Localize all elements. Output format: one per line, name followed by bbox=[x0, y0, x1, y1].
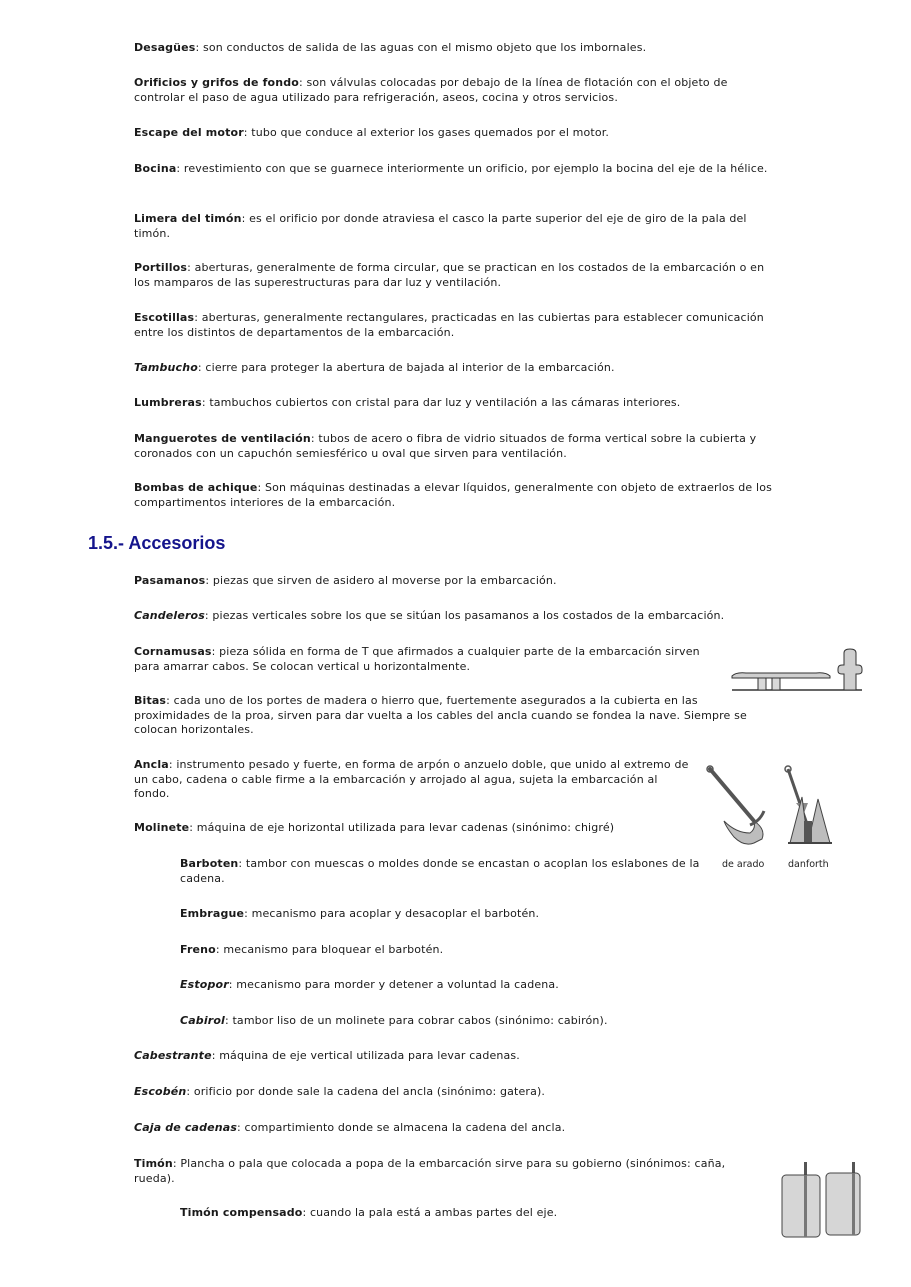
definition: tubo que conduce al exterior los gases quemados por el motor. bbox=[247, 126, 610, 139]
entry-cabirol: Cabirol: tambor liso de un molinete para cobrar cabos (sinónimo: cabirón). bbox=[180, 1014, 608, 1027]
cornamusa-illustration bbox=[728, 646, 864, 692]
term: Bitas bbox=[134, 694, 167, 707]
entry-molinete: Molinete: máquina de eje horizontal utilizada para levar cadenas (sinónimo: chigré) bbox=[134, 821, 615, 834]
entry-freno: Freno: mecanismo para bloquear el barbotén. bbox=[180, 943, 444, 956]
definition: instrumento pesado y fuerte, en forma de arpón o anzuelo doble, que unido al extremo de un cabo, cadena o cable firme a la embarcación y arrojado al agua, sujeta la embarcación al fondo. bbox=[134, 758, 689, 800]
entry-bitas: Bitas: cada uno de los portes de madera o hierro que, fuertemente asegurados a la cubierta en las proximidades de la proa, sirven para dar vuelta a los cables del ancla cuando se fondea la nave. Siempre se colocan horizontales. bbox=[134, 694, 747, 736]
definition: mecanismo para bloquear el barbotén. bbox=[219, 943, 444, 956]
entry-caja-cadenas: Caja de cadenas: compartimiento donde se almacena la cadena del ancla. bbox=[134, 1121, 566, 1134]
entry-ancla: Ancla: instrumento pesado y fuerte, en forma de arpón o anzuelo doble, que unido al extremo de un cabo, cadena o cable firme a la embarcación y arrojado al agua, sujeta la embarcación al fondo. bbox=[134, 758, 689, 800]
entry-portillos: Portillos: aberturas, generalmente de forma circular, que se practican en los costados de la embarcación o en los mamparos de las superestructuras para dar luz y ventilación. bbox=[134, 261, 765, 289]
entry-candeleros: Candeleros: piezas verticales sobre los que se sitúan los pasamanos a los costados de la embarcación. bbox=[134, 609, 725, 622]
definition: tambuchos cubiertos con cristal para dar luz y ventilación a las cámaras interiores. bbox=[205, 396, 681, 409]
caption-de-arado: de arado bbox=[722, 859, 765, 870]
term: Escobén bbox=[134, 1085, 187, 1098]
entry-cabestrante: Cabestrante: máquina de eje vertical utilizada para levar cadenas. bbox=[134, 1049, 520, 1062]
anchor-illustration bbox=[704, 763, 864, 873]
term: Lumbreras bbox=[134, 396, 202, 409]
entry-limera: Limera del timón: es el orificio por donde atraviesa el casco la parte superior del eje de giro de la pala del timón. bbox=[134, 212, 747, 240]
term: Ancla bbox=[134, 758, 169, 771]
term: Caja de cadenas bbox=[134, 1121, 238, 1134]
term: Cornamusas bbox=[134, 645, 212, 658]
term: Desagües bbox=[134, 41, 196, 54]
entry-manguerotes: Manguerotes de ventilación: tubos de acero o fibra de vidrio situados de forma vertical sobre la cubierta y coronados con un capuchón semiesférico u oval que sirven para ventilación. bbox=[134, 432, 757, 460]
term: Manguerotes de ventilación bbox=[134, 432, 311, 445]
entry-pasamanos: Pasamanos: piezas que sirven de asidero al moverse por la embarcación. bbox=[134, 574, 557, 587]
definition: piezas que sirven de asidero al moverse por la embarcación. bbox=[209, 574, 557, 587]
definition: cada uno de los portes de madera o hierro que, fuertemente asegurados a la cubierta en las proximidades de la proa, sirven para dar vuelta a los cables del ancla cuando se fondea la nave. Siempre se colocan horizontales. bbox=[134, 694, 747, 736]
definition: pieza sólida en forma de T que afirmados a cualquier parte de la embarcación sirven para amarrar cabos. Se colocan vertical u horizontalmente. bbox=[134, 645, 700, 673]
term: Tambucho bbox=[134, 361, 198, 374]
definition: compartimiento donde se almacena la cadena del ancla. bbox=[240, 1121, 566, 1134]
term: Pasamanos bbox=[134, 574, 206, 587]
definition: tubos de acero o fibra de vidrio situados de forma vertical sobre la cubierta y coronados con un capuchón semiesférico u oval que sirven para ventilación. bbox=[134, 432, 757, 460]
entry-orificios: Orificios y grifos de fondo: son válvulas colocadas por debajo de la línea de flotación con el objeto de controlar el paso de agua utilizado para refrigeración, aseos, cocina y otros servicios. bbox=[134, 76, 728, 104]
term: Portillos bbox=[134, 261, 188, 274]
section-heading: 1.5.- Accesorios bbox=[88, 533, 226, 553]
term: Barboten bbox=[180, 857, 239, 870]
definition: piezas verticales sobre los que se sitúan los pasamanos a los costados de la embarcación. bbox=[208, 609, 725, 622]
entry-bombas-achique: Bombas de achique: Son máquinas destinadas a elevar líquidos, generalmente con objeto de extraerlos de los compartimentos interiores de la embarcación. bbox=[134, 481, 772, 509]
definition: es el orificio por donde atraviesa el casco la parte superior del eje de giro de la pala del timón. bbox=[134, 212, 747, 240]
term: Cabirol bbox=[180, 1014, 225, 1027]
term: Escape del motor bbox=[134, 126, 244, 139]
entry-estopor: Estopor: mecanismo para morder y detener a voluntad la cadena. bbox=[180, 978, 559, 991]
term: Escotillas bbox=[134, 311, 195, 324]
definition: mecanismo para acoplar y desacoplar el barbotén. bbox=[247, 907, 540, 920]
definition: tambor liso de un molinete para cobrar cabos (sinónimo: cabirón). bbox=[228, 1014, 608, 1027]
entry-cornamusas: Cornamusas: pieza sólida en forma de T que afirmados a cualquier parte de la embarcación sirven para amarrar cabos. Se colocan vertical u horizontalmente. bbox=[134, 645, 700, 673]
term: Orificios y grifos de fondo bbox=[134, 76, 299, 89]
term: Timón bbox=[134, 1157, 173, 1170]
definition: Son máquinas destinadas a elevar líquidos, generalmente con objeto de extraerlos de los compartimentos interiores de la embarcación. bbox=[134, 481, 772, 509]
entry-timon-compensado: Timón compensado: cuando la pala está a ambas partes del eje. bbox=[180, 1206, 558, 1219]
term: Bombas de achique bbox=[134, 481, 258, 494]
definition: son conductos de salida de las aguas con el mismo objeto que los imbornales. bbox=[199, 41, 647, 54]
term: Molinete bbox=[134, 821, 190, 834]
entry-timon: Timón: Plancha o pala que colocada a popa de la embarcación sirve para su gobierno (sinónimos: caña, rueda). bbox=[134, 1157, 726, 1185]
definition: Plancha o pala que colocada a popa de la embarcación sirve para su gobierno (sinónimos: caña, rueda). bbox=[134, 1157, 726, 1185]
definition: máquina de eje horizontal utilizada para levar cadenas (sinónimo: chigré) bbox=[193, 821, 615, 834]
entry-escoben: Escobén: orificio por donde sale la cadena del ancla (sinónimo: gatera). bbox=[134, 1085, 546, 1098]
entry-barboten: Barboten: tambor con muescas o moldes donde se encastan o acoplan los eslabones de la cadena. bbox=[180, 857, 700, 885]
entry-lumbreras: Lumbreras: tambuchos cubiertos con cristal para dar luz y ventilación a las cámaras interiores. bbox=[134, 396, 681, 409]
caption-danforth: danforth bbox=[788, 859, 829, 870]
entry-embrague: Embrague: mecanismo para acoplar y desacoplar el barbotén. bbox=[180, 907, 540, 920]
entry-tambucho: Tambucho: cierre para proteger la abertura de bajada al interior de la embarcación. bbox=[134, 361, 615, 374]
definition: máquina de eje vertical utilizada para levar cadenas. bbox=[215, 1049, 520, 1062]
definition: cierre para proteger la abertura de bajada al interior de la embarcación. bbox=[201, 361, 615, 374]
definition: aberturas, generalmente rectangulares, practicadas en las cubiertas para establecer comunicación entre los distintos de departamentos de la embarcación. bbox=[134, 311, 764, 339]
definition: mecanismo para morder y detener a voluntad la cadena. bbox=[232, 978, 559, 991]
definition: orificio por donde sale la cadena del ancla (sinónimo: gatera). bbox=[190, 1085, 546, 1098]
definition: aberturas, generalmente de forma circular, que se practican en los costados de la embarcación o en los mamparos de las superestructuras para dar luz y ventilación. bbox=[134, 261, 765, 289]
term: Limera del timón bbox=[134, 212, 242, 225]
term: Embrague bbox=[180, 907, 245, 920]
definition: revestimiento con que se guarnece interiormente un orificio, por ejemplo la bocina del eje de la hélice. bbox=[180, 162, 768, 175]
term: Timón compensado bbox=[180, 1206, 303, 1219]
term: Estopor bbox=[180, 978, 229, 991]
term: Bocina bbox=[134, 162, 177, 175]
definition: tambor con muescas o moldes donde se encastan o acoplan los eslabones de la cadena. bbox=[180, 857, 700, 885]
entry-bocina: Bocina: revestimiento con que se guarnece interiormente un orificio, por ejemplo la bocina del eje de la hélice. bbox=[134, 162, 768, 175]
definition: cuando la pala está a ambas partes del eje. bbox=[306, 1206, 558, 1219]
entry-desagues: Desagües: son conductos de salida de las aguas con el mismo objeto que los imbornales. bbox=[134, 41, 647, 54]
definition: son válvulas colocadas por debajo de la línea de flotación con el objeto de controlar el paso de agua utilizado para refrigeración, aseos, cocina y otros servicios. bbox=[134, 76, 728, 104]
entry-escape-motor: Escape del motor: tubo que conduce al exterior los gases quemados por el motor. bbox=[134, 126, 610, 139]
entry-escotillas: Escotillas: aberturas, generalmente rectangulares, practicadas en las cubiertas para establecer comunicación entre los distintos de departamentos de la embarcación. bbox=[134, 311, 764, 339]
term: Cabestrante bbox=[134, 1049, 212, 1062]
rudder-illustration bbox=[776, 1160, 866, 1240]
term: Freno bbox=[180, 943, 216, 956]
term: Candeleros bbox=[134, 609, 205, 622]
